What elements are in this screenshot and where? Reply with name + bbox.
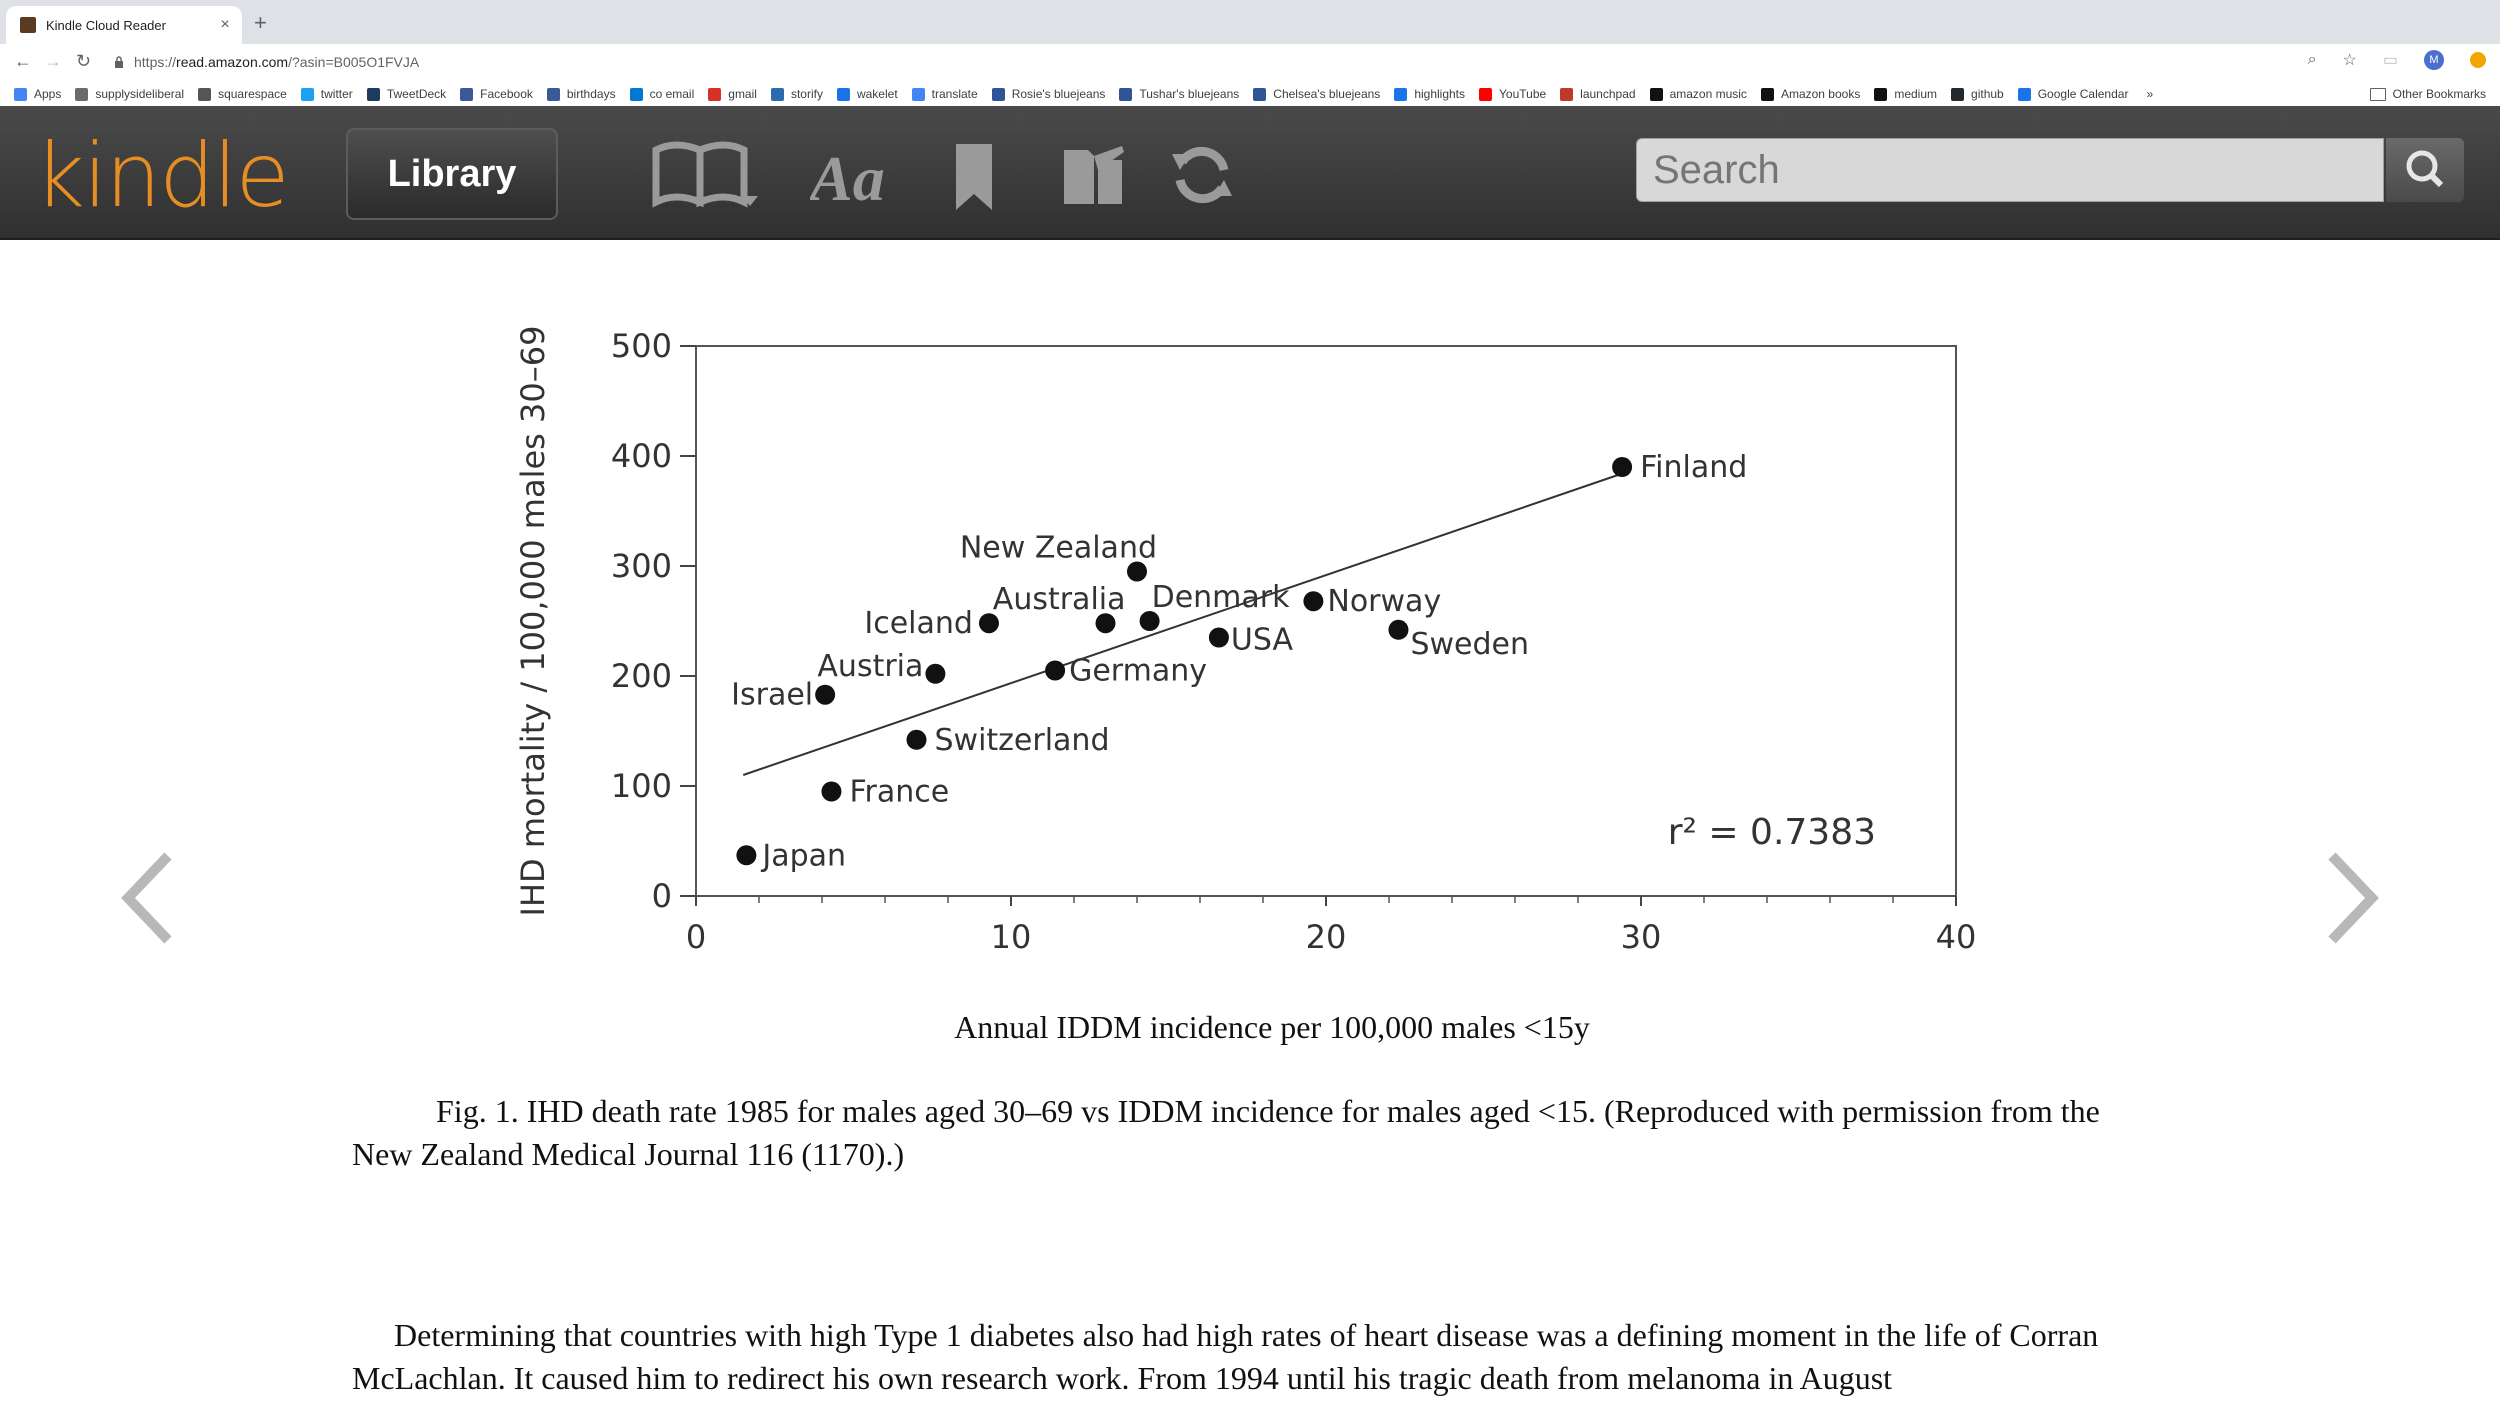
notes-icon[interactable] (1058, 140, 1128, 210)
bookmark-favicon-icon (708, 88, 721, 101)
data-point (1612, 457, 1632, 477)
bookmark-item[interactable] (1874, 87, 1937, 101)
data-point (979, 613, 999, 633)
bookmark-favicon-icon (460, 88, 473, 101)
data-point (1388, 620, 1408, 640)
next-page-arrow-icon[interactable] (2322, 848, 2382, 948)
bookmark-label: Amazon books (1780, 87, 1861, 101)
bookmark-item[interactable] (367, 87, 446, 101)
bookmark-item[interactable] (14, 87, 61, 101)
bookmark-label: YouTube (1499, 87, 1547, 101)
bookmark-label: supplysideliberal (95, 87, 185, 101)
font-settings-icon[interactable] (810, 140, 900, 210)
bookmarks-more-button[interactable]: » (2146, 87, 2154, 101)
toolbar-right (2308, 50, 2486, 70)
kindle-favicon-icon (20, 17, 36, 33)
bookmark-label: wakelet (856, 87, 898, 101)
zoom-icon[interactable]: ⌕ (2307, 51, 2317, 68)
point-label: Finland (1640, 450, 1748, 485)
bookmark-item[interactable] (301, 87, 353, 101)
scatter-chart (500, 296, 2020, 976)
bookmark-item[interactable] (460, 87, 533, 101)
x-tick-label: 20 (1305, 918, 1347, 956)
bookmark-item[interactable] (2018, 87, 2129, 101)
url-path: /?asin=B005O1FVJA (288, 54, 420, 70)
sync-icon[interactable] (1170, 140, 1234, 210)
bookmark-star-icon[interactable]: ☆ (2342, 52, 2357, 69)
bookmark-label: birthdays (566, 87, 616, 101)
browser-toolbar (0, 44, 2500, 82)
y-tick-label: 400 (610, 437, 672, 475)
point-label: USA (1230, 622, 1293, 658)
bookmark-label: storify (790, 87, 823, 101)
bookmark-favicon-icon (547, 88, 560, 101)
bookmark-label: Chelsea's bluejeans (1273, 87, 1381, 101)
search-icon (2386, 138, 2464, 202)
new-tab-button[interactable]: + (254, 10, 267, 35)
bookmark-label: highlights (1414, 87, 1466, 101)
point-label: Austria (817, 648, 924, 684)
bookmark-label: Apps (34, 87, 62, 101)
book-view-icon[interactable] (650, 140, 760, 210)
bookmark-label: translate (931, 87, 978, 101)
browser-tab[interactable] (6, 6, 242, 44)
x-tick-label: 0 (685, 918, 707, 956)
data-point (1303, 591, 1323, 611)
figure-caption: Fig. 1. IHD death rate 1985 for males aged 30–69 vs IDDM incidence for males aged <15. (Reproduced with permission from the New Zealand Medical Journal 116 (1170).) (352, 1093, 2100, 1172)
tab-title: Kindle Cloud Reader (46, 17, 166, 33)
body-paragraph: Determining that countries with high Type 1 diabetes also had high rates of heart disease was a defining moment in the life of Corran McLachlan. It caused him to redirect his own research work. From 1994 until his tragic death from melanoma in August (352, 1317, 2099, 1396)
bookmark-favicon-icon (1119, 88, 1132, 101)
extension-badge-icon[interactable] (2470, 52, 2486, 68)
bookmarks-bar (0, 82, 2500, 107)
bookmark-favicon-icon (837, 88, 850, 101)
bookmark-favicon-icon (912, 88, 925, 101)
search-input[interactable] (1636, 138, 2384, 202)
bookmark-favicon-icon (1951, 88, 1964, 101)
bookmark-favicon-icon (1394, 88, 1407, 101)
previous-page-arrow-icon[interactable] (118, 848, 178, 948)
point-label: New Zealand (959, 530, 1157, 566)
bookmark-icon[interactable] (950, 140, 998, 214)
data-point (907, 730, 927, 750)
point-label: Sweden (1410, 626, 1530, 662)
kindle-header (0, 106, 2500, 240)
forward-arrow-icon[interactable]: → (44, 51, 62, 71)
bookmark-label: launchpad (1580, 87, 1636, 101)
y-tick-label: 100 (610, 767, 672, 805)
r-squared-annotation: r² = 0.7383 (1667, 812, 1876, 853)
search-button[interactable] (2386, 138, 2464, 202)
point-label: Israel (731, 677, 814, 713)
back-arrow-icon[interactable]: ← (14, 51, 32, 71)
bookmark-favicon-icon (1479, 88, 1492, 101)
bookmark-favicon-icon (630, 88, 643, 101)
bookmark-label: medium (1894, 87, 1938, 101)
bookmark-item[interactable] (1560, 87, 1635, 101)
tab-close-icon[interactable]: × (220, 16, 230, 33)
url-domain: read.amazon.com (176, 54, 289, 70)
point-label: Australia (992, 582, 1126, 618)
data-point (736, 845, 756, 865)
point-label: Iceland (864, 606, 973, 642)
bookmark-label: gmail (728, 87, 757, 101)
bookmark-item[interactable] (630, 87, 695, 101)
bookmark-favicon-icon (1650, 88, 1663, 101)
point-label: Denmark (1151, 580, 1290, 615)
y-tick-label: 200 (610, 657, 672, 695)
bookmark-label: co email (649, 87, 695, 101)
point-label: France (849, 774, 950, 810)
bookmark-favicon-icon (1253, 88, 1266, 101)
bookmark-item[interactable] (1119, 87, 1239, 101)
browser-tabstrip (0, 0, 2500, 44)
point-label: Japan (762, 838, 847, 874)
bookmark-item[interactable] (75, 87, 184, 101)
other-bookmarks-button[interactable] (2370, 87, 2486, 101)
bookmark-favicon-icon (301, 88, 314, 101)
bookmark-item[interactable] (708, 87, 757, 101)
point-label: Germany (1069, 653, 1207, 689)
x-tick-label: 30 (1620, 918, 1662, 956)
bookmark-label: github (1971, 87, 2004, 101)
bookmark-favicon-icon (1761, 88, 1774, 101)
y-tick-label: 0 (651, 877, 672, 915)
bookmark-label: amazon music (1669, 87, 1747, 101)
data-point (1045, 661, 1065, 681)
bookmark-label: Facebook (480, 87, 533, 101)
bookmark-favicon-icon (2018, 88, 2031, 101)
y-tick-label: 300 (610, 547, 672, 585)
bookmark-item[interactable] (1761, 87, 1860, 101)
y-axis-label: IHD mortality / 100,000 males 30–69 (514, 325, 552, 917)
library-button[interactable]: Library (346, 128, 558, 220)
bookmark-label: squarespace (218, 87, 287, 101)
bookmark-favicon-icon (14, 88, 27, 101)
other-bookmarks-label: Other Bookmarks (2392, 87, 2486, 101)
data-point (815, 685, 835, 705)
bookmark-item[interactable] (1394, 87, 1465, 101)
bookmark-item[interactable] (992, 87, 1106, 101)
bookmark-favicon-icon (1560, 88, 1573, 101)
bookmark-favicon-icon (198, 88, 211, 101)
url-prefix: https:// (134, 54, 177, 70)
bookmark-favicon-icon (367, 88, 380, 101)
bookmark-item[interactable] (1479, 87, 1546, 101)
point-label: Norway (1327, 584, 1442, 620)
reload-icon[interactable]: ↻ (76, 51, 92, 71)
y-tick-label: 500 (610, 327, 672, 365)
bookmark-favicon-icon (1874, 88, 1887, 101)
kindle-logo[interactable]: kindle (34, 124, 288, 227)
bookmark-label: twitter (320, 87, 353, 101)
bookmark-item[interactable] (771, 87, 823, 101)
svg-text:Aa: Aa (810, 143, 885, 210)
bookmark-label: Google Calendar (2037, 87, 2129, 101)
extension-icon[interactable]: ▭ (2382, 52, 2398, 69)
x-tick-label: 10 (990, 918, 1032, 956)
bookmark-item[interactable] (1951, 87, 2004, 101)
bookmark-label: Tushar's bluejeans (1139, 87, 1240, 101)
figure-x-axis-label: Annual IDDM incidence per 100,000 males <15y (954, 1009, 1590, 1045)
bookmark-item[interactable] (1650, 87, 1747, 101)
bookmark-label: TweetDeck (386, 87, 447, 101)
bookmark-item[interactable] (912, 87, 978, 101)
bookmark-favicon-icon (992, 88, 1005, 101)
bookmark-item[interactable] (198, 87, 287, 101)
folder-icon (2370, 88, 2386, 101)
data-point (925, 664, 945, 684)
bookmark-item[interactable] (1253, 87, 1380, 101)
bookmark-favicon-icon (75, 88, 88, 101)
data-point (1209, 628, 1229, 648)
point-label: Switzerland (934, 722, 1110, 758)
bookmark-item[interactable] (837, 87, 898, 101)
x-tick-label: 40 (1935, 918, 1977, 956)
profile-avatar[interactable]: M (2424, 50, 2444, 70)
lock-icon (114, 56, 124, 68)
data-point (821, 782, 841, 802)
bookmark-item[interactable] (547, 87, 616, 101)
figure-chart (500, 296, 2020, 976)
address-bar[interactable] (110, 48, 2310, 76)
bookmark-favicon-icon (771, 88, 784, 101)
bookmark-label: Rosie's bluejeans (1011, 87, 1106, 101)
